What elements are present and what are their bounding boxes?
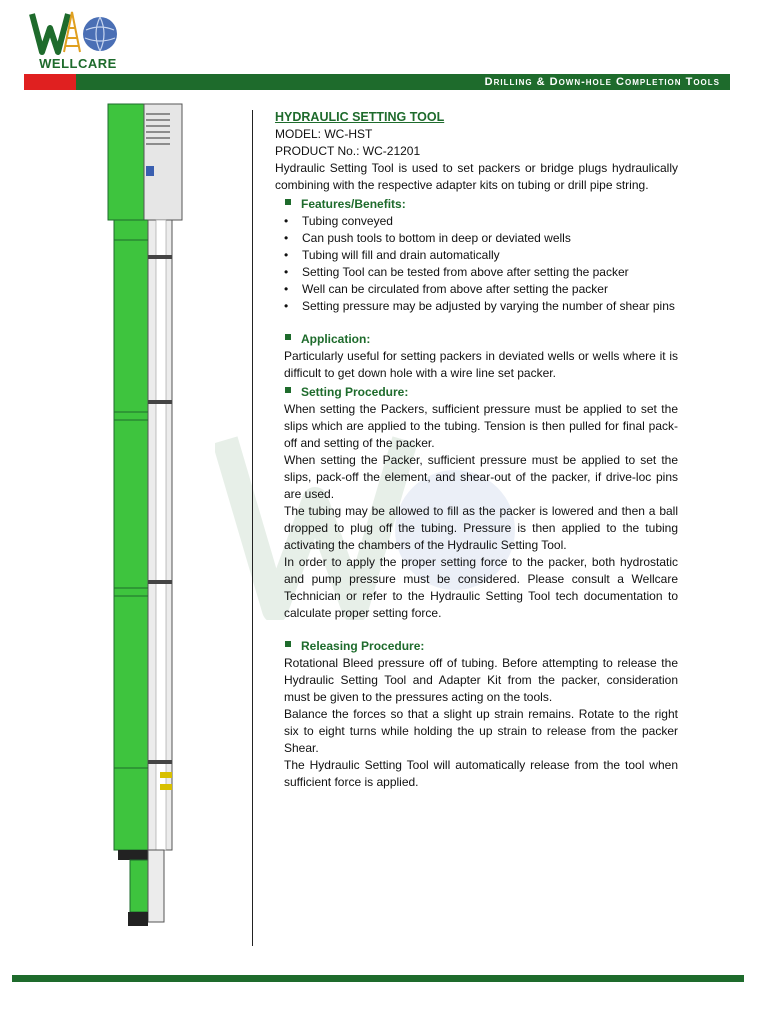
header-banner-accent [24,74,76,90]
releasing-paragraph: Rotational Bleed pressure off of tubing. Before attempting to release the Hydraulic Setting Tool and Adapter Kit from the packer, consideration must be given to the pressures acting on the tools. [284,656,678,704]
releasing-heading-text: Releasing Procedure: [301,639,425,653]
setting-paragraph: When setting the Packer, sufficient pressure must be applied to set the slips, pack-off the element, and shear-out of the packer, if drive-loc pins are used. [284,453,678,501]
features-list [275,213,678,315]
releasing-heading [285,638,678,655]
product-intro: Hydraulic Setting Tool is used to set packers or bridge plugs hydraulically combining with the respective adapter kits on tubing or drill pipe string. [275,161,678,192]
square-bullet-icon [285,199,291,205]
column-divider [252,110,253,946]
application-text: Particularly useful for setting packers in deviated wells or wells where it is difficult to get down hole with a wire line set packer. [284,349,678,380]
application-heading [285,331,678,348]
features-heading [285,196,678,213]
setting-heading-text: Setting Procedure: [301,385,409,399]
product-number: PRODUCT No.: WC-21201 [275,144,421,158]
footer-bar [12,975,744,982]
list-item: • Well can be circulated from above after setting the packer [302,281,678,298]
square-bullet-icon [285,334,291,340]
model-number: MODEL: WC-HST [275,127,373,141]
application-heading-text: Application: [301,332,371,346]
setting-heading [285,384,678,401]
banner-title: Drilling & Down-hole Completion Tools [484,76,720,88]
setting-paragraph: In order to apply the proper setting force to the packer, both hydrostatic and pump pressure must be considered. Please consult a Wellcare Technician or refer to the Hydraulic Setting Tool tech documentation to calculate proper setting force. [284,555,678,620]
brand-name: WELLCARE [39,56,117,71]
product-title: HYDRAULIC SETTING TOOL [275,110,445,124]
setting-paragraph: When setting the Packers, sufficient pressure must be applied to set the slips which are applied to the tubing. Tension is then pulled for final pack-off and setting of the packer. [284,402,678,450]
releasing-paragraph: Balance the forces so that a slight up strain remains. Rotate to the right six to eight turns while holding the up strain to release from the packer Shear. [284,707,678,755]
list-item: • Setting Tool can be tested from above after setting the packer [302,264,678,281]
releasing-paragraph: The Hydraulic Setting Tool will automatically release from the tool when sufficient force is applied. [284,758,678,789]
list-item: • Setting pressure may be adjusted by varying the number of shear pins [302,298,678,315]
list-item: • Tubing will fill and drain automatically [302,247,678,264]
list-item: • Tubing conveyed [302,213,678,230]
hydraulic-setting-tool-drawing [100,100,190,930]
setting-paragraph: The tubing may be allowed to fill as the packer is lowered and then a ball dropped to plug off the tubing. Pressure is then applied to the tubing activating the chambers of the Hydraulic Setting Tool. [284,504,678,552]
square-bullet-icon [285,641,291,647]
product-description [275,109,678,791]
list-item: • Can push tools to bottom in deep or deviated wells [302,230,678,247]
square-bullet-icon [285,387,291,393]
features-heading-text: Features/Benefits: [301,197,406,211]
